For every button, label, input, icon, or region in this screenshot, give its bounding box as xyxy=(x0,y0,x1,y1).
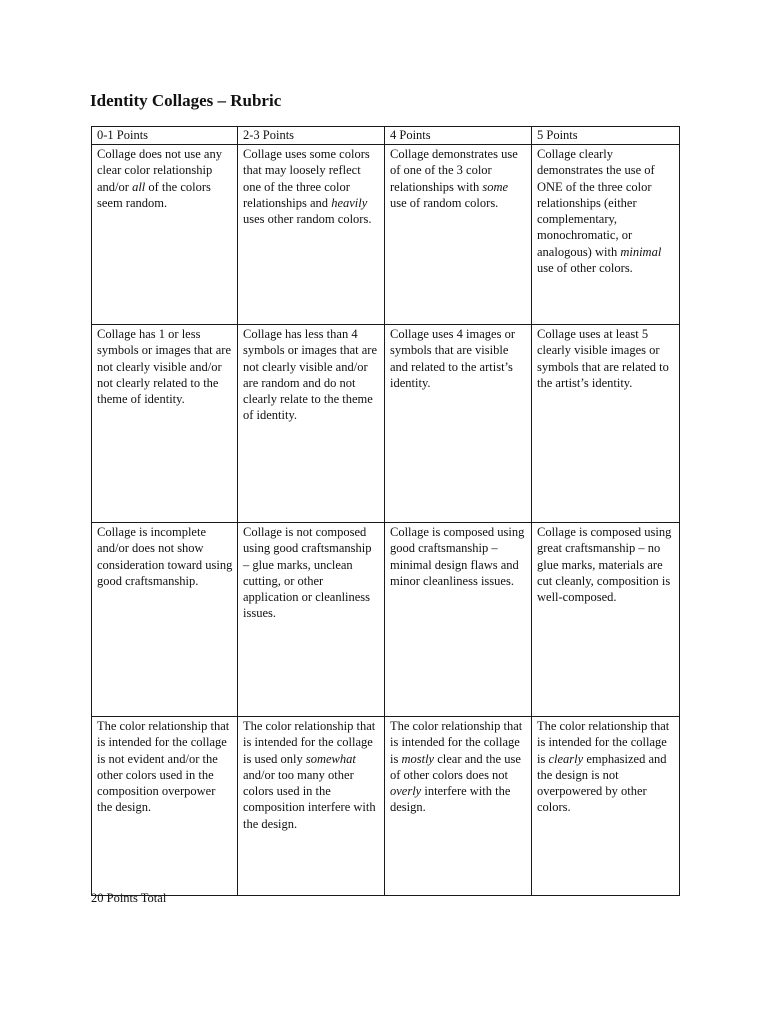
emphasized-text: heavily xyxy=(331,195,368,210)
emphasized-text: all xyxy=(132,179,146,194)
cell-text: of the colors seem random. xyxy=(97,179,211,210)
rubric-cell xyxy=(385,325,532,523)
criterion-row-symbols-images xyxy=(92,325,680,523)
criterion-row-color-relationship xyxy=(92,145,680,325)
rubric-cell xyxy=(532,523,680,717)
header-2-3-points: 2-3 Points xyxy=(238,127,385,145)
cell-text: Collage is composed using great craftsmanship – no glue marks, materials are cut cleanly, composition is well-composed. xyxy=(537,525,672,605)
emphasized-text: clearly xyxy=(548,751,584,766)
points-total-note: 20 Points Total xyxy=(91,891,167,905)
rubric-cell xyxy=(238,717,385,896)
rubric-cell xyxy=(532,325,680,523)
rubric-cell xyxy=(238,325,385,523)
rubric-cell xyxy=(92,145,238,325)
emphasized-text: some xyxy=(482,179,509,194)
header-0-1-points: 0-1 Points xyxy=(92,127,238,145)
rubric-cell xyxy=(238,523,385,717)
header-4-points: 4 Points xyxy=(385,127,532,145)
emphasized-text: mostly xyxy=(401,751,435,766)
cell-text: Collage is incomplete and/or does not show consideration toward using good craftsmanship. xyxy=(97,525,233,588)
rubric-cell xyxy=(238,145,385,325)
cell-text: Collage does not use any clear color relationship and/or xyxy=(97,147,222,194)
rubric-cell xyxy=(385,523,532,717)
emphasized-text: overly xyxy=(390,784,422,799)
rubric-table xyxy=(91,126,680,896)
document-title: Identity Collages – Rubric xyxy=(90,91,282,110)
cell-text: and/or too many other colors used in the composition interfere with the design. xyxy=(243,767,376,831)
cell-text: clear and the use of other colors does not xyxy=(390,751,521,782)
cell-text: Collage has less than 4 symbols or images that are not clearly visible and/or are random and do not clearly relate to the theme of identity. xyxy=(243,327,377,423)
criterion-row-craftsmanship xyxy=(92,523,680,717)
rubric-cell xyxy=(532,717,680,896)
cell-text: The color relationship that is intended for the collage is not evident and/or the other colors used in the composition overpower the design. xyxy=(97,719,230,815)
cell-text: use of other colors. xyxy=(537,261,633,276)
rubric-cell xyxy=(385,717,532,896)
rubric-cell xyxy=(92,523,238,717)
cell-text: emphasized and the design is not overpowered by other colors. xyxy=(537,751,667,815)
cell-text: Collage uses at least 5 clearly visible images or symbols that are related to the artist’s identity. xyxy=(537,327,669,390)
cell-text: Collage is composed using good craftsmanship – minimal design flaws and minor cleanliness issues. xyxy=(390,525,525,588)
cell-text: Collage uses 4 images or symbols that are visible and related to the artist’s identity. xyxy=(390,327,515,390)
rubric-cell xyxy=(532,145,680,325)
cell-text: Collage has 1 or less symbols or images that are not clearly visible and/or not clearly related to the theme of identity. xyxy=(97,327,231,407)
header-5-points: 5 Points xyxy=(532,127,680,145)
cell-text: Collage demonstrates use of one of the 3 color relationships with xyxy=(390,147,518,194)
rubric-cell xyxy=(385,145,532,325)
emphasized-text: somewhat xyxy=(305,751,356,766)
cell-text: uses other random colors. xyxy=(243,212,372,227)
cell-text: The color relationship that is intended for the collage is xyxy=(390,719,523,766)
rubric-header-row xyxy=(92,127,680,145)
cell-text: Collage uses some colors that may loosely reflect one of the three color relationships and xyxy=(243,147,370,210)
cell-text: interfere with the design. xyxy=(390,784,511,815)
cell-text: use of random colors. xyxy=(390,195,499,210)
cell-text: Collage is not composed using good craftsmanship – glue marks, unclean cutting, or other application or cleanliness issues. xyxy=(243,525,372,621)
cell-text: Collage clearly demonstrates the use of ONE of the three color relationships (either complementary, monochromatic, or analogous) with xyxy=(537,147,655,259)
rubric-cell xyxy=(92,717,238,896)
cell-text: The color relationship that is intended for the collage is used only xyxy=(243,719,376,766)
emphasized-text: minimal xyxy=(620,244,662,259)
rubric-cell xyxy=(92,325,238,523)
criterion-row-color-emphasis xyxy=(92,717,680,896)
cell-text: The color relationship that is intended for the collage is xyxy=(537,719,670,766)
